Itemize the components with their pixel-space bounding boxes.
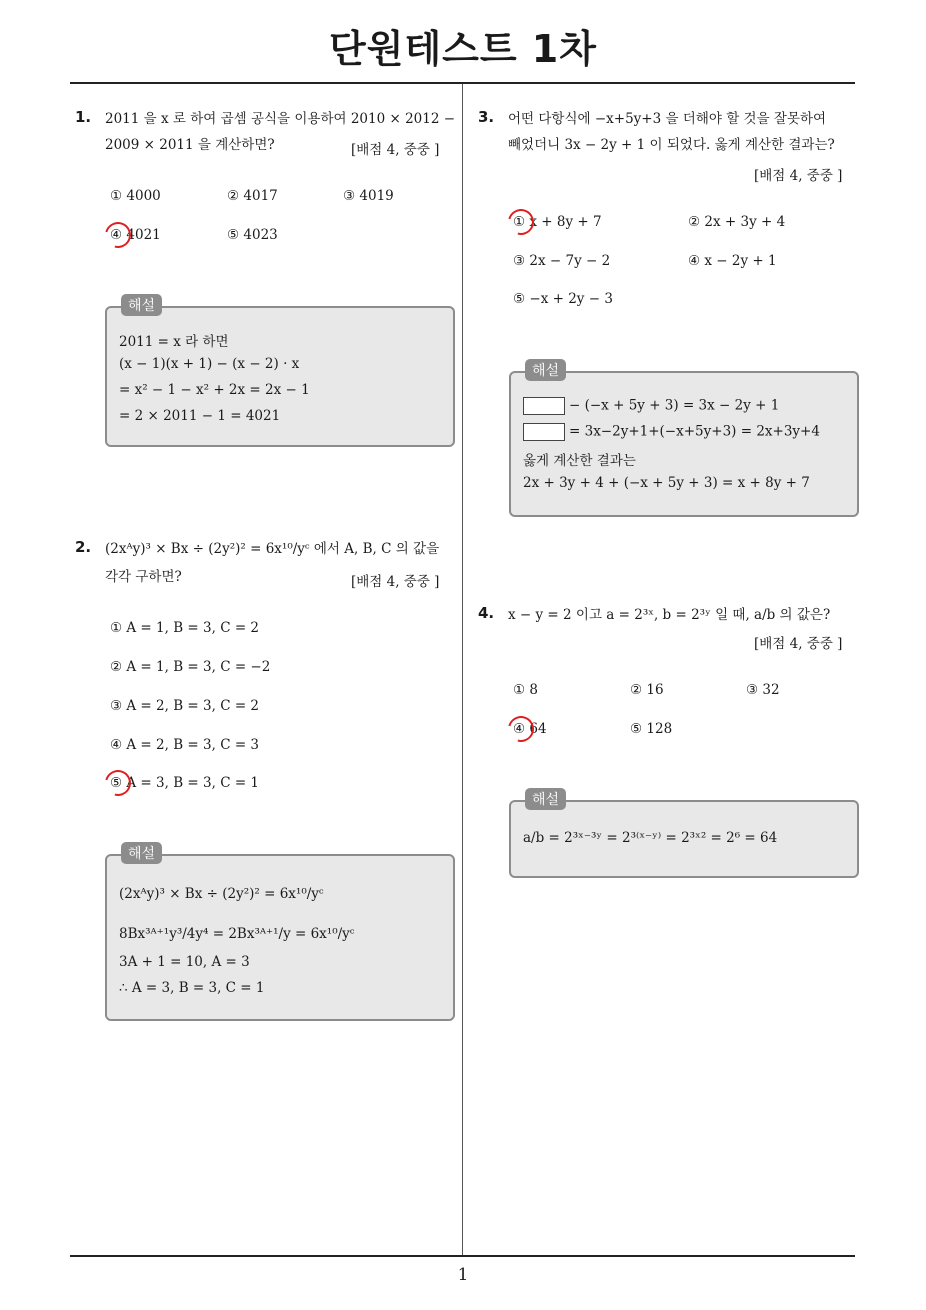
q2-option-4[interactable]: ④ A = 2, B = 3, C = 3	[110, 737, 260, 753]
q3-option-5[interactable]: ⑤ −x + 2y − 3	[513, 291, 613, 307]
q1-solution-tag: 해설	[121, 294, 162, 316]
q1-option-5[interactable]: ⑤ 4023	[227, 227, 278, 243]
q2-solution-box	[105, 846, 455, 1021]
answer-mark-icon	[100, 765, 136, 801]
q4-solution-tag: 해설	[525, 788, 566, 810]
q2-option-3[interactable]: ③ A = 2, B = 3, C = 2	[110, 698, 260, 714]
q1-option-3[interactable]: ③ 4019	[343, 188, 394, 204]
q2-sol-line4: ∴ A = 3, B = 3, C = 1	[119, 980, 265, 996]
column-divider	[462, 84, 463, 1256]
page-number: 1	[457, 1265, 469, 1285]
q3-option-1[interactable]: ① x + 8y + 7	[513, 214, 602, 230]
q1-number: 1.	[75, 108, 92, 126]
q2-sol-line3: 3A + 1 = 10, A = 3	[119, 954, 250, 970]
q2-option-2[interactable]: ② A = 1, B = 3, C = −2	[110, 659, 271, 675]
q3-option-2[interactable]: ② 2x + 3y + 4	[688, 214, 786, 230]
q3-solution-tag: 해설	[525, 359, 566, 381]
q2-line1: (2xᴬy)³ × Bx ÷ (2y²)² = 6x¹⁰/yᶜ 에서 A, B, C 의 값을	[105, 541, 440, 557]
q3-option-4[interactable]: ④ x − 2y + 1	[688, 253, 777, 269]
blank-box-icon	[523, 397, 565, 415]
q4-option-1[interactable]: ① 8	[513, 682, 538, 698]
q3-line1: 어떤 다항식에 −x+5y+3 을 더해야 할 것을 잘못하여	[508, 111, 827, 127]
answer-mark-icon	[503, 711, 539, 747]
q4-meta: [배점 4, 중중 ]	[754, 636, 843, 652]
q4-option-4[interactable]: ④ 64	[513, 721, 547, 737]
q4-number: 4.	[478, 604, 495, 622]
q2-sol-line1: (2xᴬy)³ × Bx ÷ (2y²)² = 6x¹⁰/yᶜ	[119, 886, 324, 902]
q2-sol-line2: 8Bx³ᴬ⁺¹y³/4y⁴ = 2Bx³ᴬ⁺¹/y = 6x¹⁰/yᶜ	[119, 926, 355, 942]
q4-option-2[interactable]: ② 16	[630, 682, 664, 698]
q1-option-2[interactable]: ② 4017	[227, 188, 278, 204]
q1-solution-box	[105, 298, 455, 447]
q4-solution-box	[509, 792, 859, 878]
q2-option-5[interactable]: ⑤ A = 3, B = 3, C = 1	[110, 775, 260, 791]
q4-sol-line1: a/b = 2³ˣ⁻³ʸ = 2³⁽ˣ⁻ʸ⁾ = 2³ˣ² = 2⁶ = 64	[523, 830, 778, 846]
q2-meta: [배점 4, 중중 ]	[351, 574, 440, 590]
q1-meta: [배점 4, 중중 ]	[351, 142, 440, 158]
q3-number: 3.	[478, 108, 495, 126]
q3-sol-line1-text: − (−x + 5y + 3) = 3x − 2y + 1	[569, 397, 780, 414]
q3-sol-line4: 2x + 3y + 4 + (−x + 5y + 3) = x + 8y + 7	[523, 475, 810, 491]
q1-sol-line4: = 2 × 2011 − 1 = 4021	[119, 408, 281, 424]
q2-solution-tag: 해설	[121, 842, 162, 864]
q1-option-1[interactable]: ① 4000	[110, 188, 161, 204]
q3-line2: 빼었더니 3x − 2y + 1 이 되었다. 옳게 계산한 결과는?	[508, 137, 835, 153]
q2-line2: 각각 구하면?	[105, 569, 182, 585]
q3-sol-line2	[523, 423, 820, 441]
q1-line1: 2011 을 x 로 하여 곱셈 공식을 이용하여 2010 × 2012 −	[105, 111, 456, 127]
q3-sol-line3: 옳게 계산한 결과는	[523, 453, 636, 469]
answer-mark-icon	[503, 204, 539, 240]
answer-mark-icon	[100, 217, 136, 253]
q2-number: 2.	[75, 538, 92, 556]
q4-line1: x − y = 2 이고 a = 2³ˣ, b = 2³ʸ 일 때, a/b 의 값은?	[508, 607, 831, 623]
q4-option-5[interactable]: ⑤ 128	[630, 721, 673, 737]
q4-option-3[interactable]: ③ 32	[746, 682, 780, 698]
q1-sol-line2: (x − 1)(x + 1) − (x − 2) · x	[119, 356, 300, 372]
q3-solution-box	[509, 363, 859, 517]
q3-sol-line1	[523, 397, 779, 415]
q1-sol-line1: 2011 = x 라 하면	[119, 334, 229, 350]
q3-option-3[interactable]: ③ 2x − 7y − 2	[513, 253, 611, 269]
blank-box-icon	[523, 423, 565, 441]
page-title: 단원테스트 1차	[329, 27, 597, 71]
q3-sol-line2-text: = 3x−2y+1+(−x+5y+3) = 2x+3y+4	[569, 423, 820, 440]
q1-option-4[interactable]: ④ 4021	[110, 227, 161, 243]
q1-sol-line3: = x² − 1 − x² + 2x = 2x − 1	[119, 382, 310, 398]
q3-meta: [배점 4, 중중 ]	[754, 168, 843, 184]
footer-rule	[70, 1255, 855, 1257]
q2-option-1[interactable]: ① A = 1, B = 3, C = 2	[110, 620, 260, 636]
q1-line2: 2009 × 2011 을 계산하면?	[105, 137, 275, 153]
